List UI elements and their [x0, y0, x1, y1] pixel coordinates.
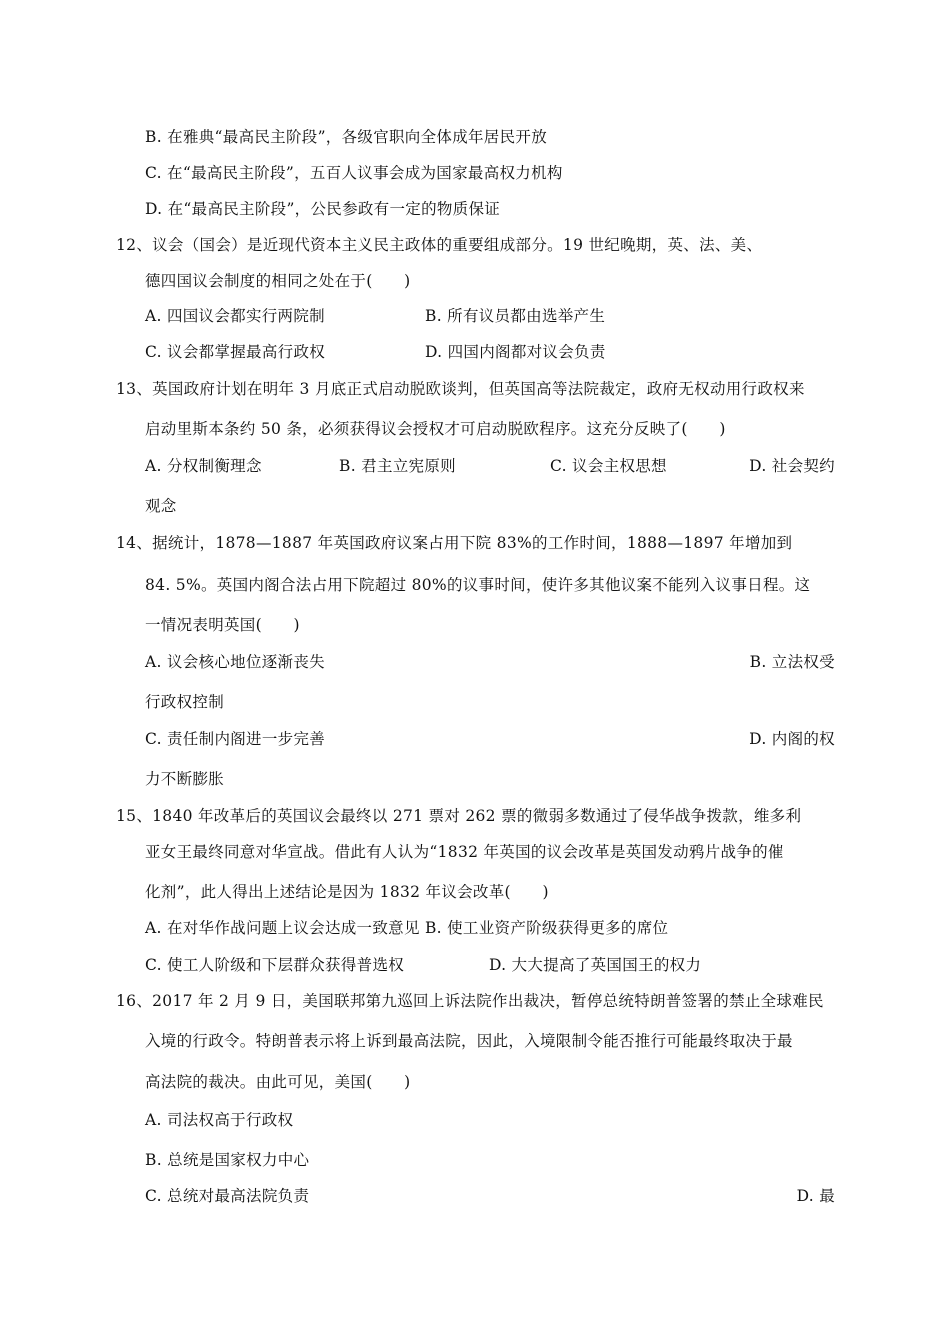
- q14-option-d-continued: 力不断膨胀: [145, 770, 225, 788]
- q16-option-d: D. 最: [796, 1187, 835, 1205]
- q11-option-b: B. 在雅典“最高民主阶段”，各级官职向全体成年居民开放: [145, 128, 547, 146]
- q14-option-b: B. 立法权受: [749, 653, 835, 671]
- q15-stem-line2: 亚女王最终同意对华宣战。借此有人认为“1832 年英国的议会改革是英国发动鸦片战争的催: [145, 843, 784, 861]
- q16-option-a: A. 司法权高于行政权: [145, 1111, 294, 1129]
- q14-option-a: A. 议会核心地位逐渐丧失: [145, 653, 325, 671]
- q12-stem-line2: 德四国议会制度的相同之处在于( ): [145, 272, 411, 290]
- q16-option-b: B. 总统是国家权力中心: [145, 1151, 310, 1169]
- q14-stem-line2: 84. 5%。英国内阁合法占用下院超过 80%的议事时间，使许多其他议案不能列入议事日程。这: [145, 576, 811, 594]
- q16-stem-line3: 高法院的裁决。由此可见，美国( ): [145, 1073, 411, 1091]
- q15-stem-line3: 化剂”，此人得出上述结论是因为 1832 年议会改革( ): [145, 883, 549, 901]
- q12-option-b: B. 所有议员都由选举产生: [425, 307, 606, 325]
- q12-option-a: A. 四国议会都实行两院制: [145, 307, 325, 325]
- q13-option-b: B. 君主立宪原则: [339, 457, 456, 475]
- q13-option-d-continued: 观念: [145, 497, 177, 515]
- q14-option-d: D. 内阁的权: [749, 730, 835, 748]
- q11-option-c: C. 在“最高民主阶段”，五百人议事会成为国家最高权力机构: [145, 164, 563, 182]
- q12-option-d: D. 四国内阁都对议会负责: [425, 343, 606, 361]
- q14-stem-line3: 一情况表明英国( ): [145, 616, 300, 634]
- q14-option-c: C. 责任制内阁进一步完善: [145, 730, 326, 748]
- q11-option-d: D. 在“最高民主阶段”，公民参政有一定的物质保证: [145, 200, 501, 218]
- q13-stem-line1: 13、英国政府计划在明年 3 月底正式启动脱欧谈判，但英国高等法院裁定，政府无权动用行政权来: [116, 380, 805, 398]
- q15-stem-line1: 15、1840 年改革后的英国议会最终以 271 票对 262 票的微弱多数通过了侵华战争拨款，维多利: [116, 807, 802, 825]
- q16-stem-line1: 16、2017 年 2 月 9 日，美国联邦第九巡回上诉法院作出裁决，暂停总统特朗普签署的禁止全球难民: [116, 992, 824, 1010]
- q13-option-a: A. 分权制衡理念: [145, 457, 262, 475]
- q16-stem-line2: 入境的行政令。特朗普表示将上诉到最高法院，因此，入境限制令能否推行可能最终取决于最: [145, 1032, 793, 1050]
- q12-option-c: C. 议会都掌握最高行政权: [145, 343, 326, 361]
- q16-option-c: C. 总统对最高法院负责: [145, 1187, 310, 1205]
- q14-stem-line1: 14、据统计，1878—1887 年英国政府议案占用下院 83%的工作时间，1888—1897 年增加到: [116, 534, 793, 552]
- q14-option-b-continued: 行政权控制: [145, 693, 225, 711]
- q15-option-ab: A. 在对华作战问题上议会达成一致意见 B. 使工业资产阶级获得更多的席位: [145, 919, 669, 937]
- q13-option-c: C. 议会主权思想: [550, 457, 667, 475]
- q15-option-d: D. 大大提高了英国国王的权力: [489, 956, 702, 974]
- q15-option-c: C. 使工人阶级和下层群众获得普选权: [145, 956, 405, 974]
- q13-stem-line2: 启动里斯本条约 50 条，必须获得议会授权才可启动脱欧程序。这充分反映了( ): [145, 420, 726, 438]
- q12-stem-line1: 12、议会（国会）是近现代资本主义民主政体的重要组成部分。19 世纪晚期，英、法、美、: [116, 236, 763, 254]
- q13-option-d: D. 社会契约: [749, 457, 835, 475]
